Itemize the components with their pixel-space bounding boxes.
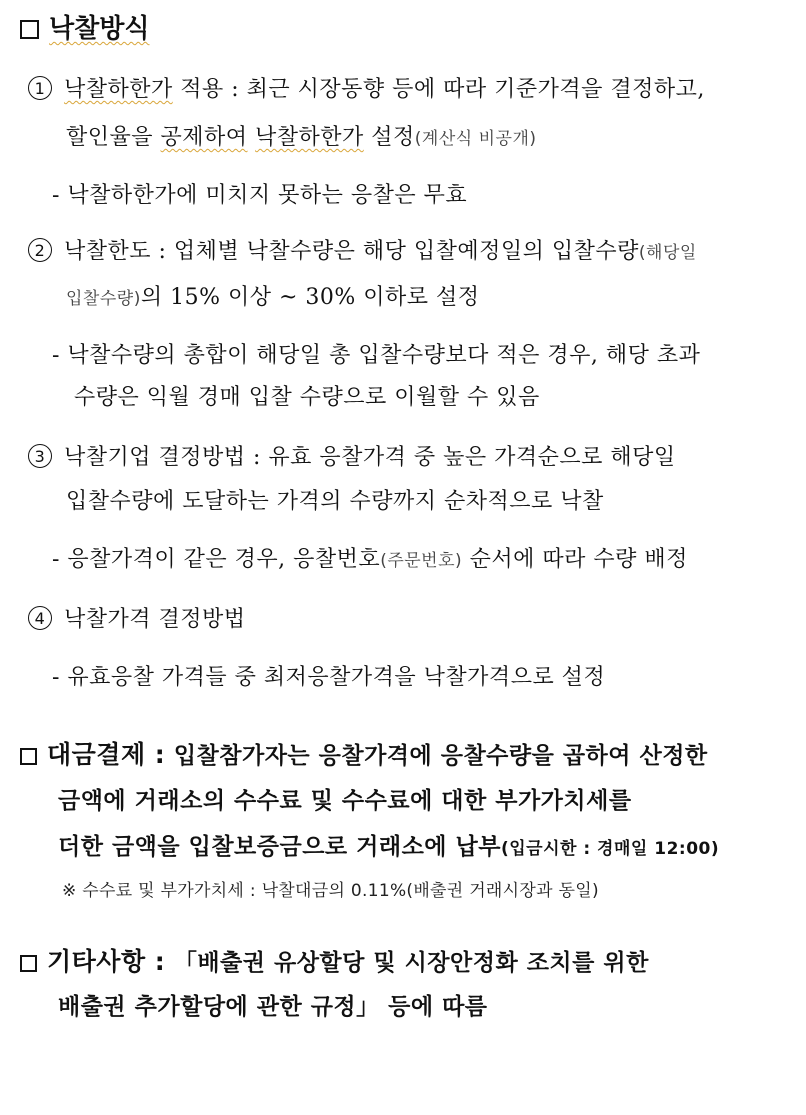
item-3-line-1 (28, 440, 676, 471)
item-number-1: 1 (28, 76, 52, 100)
item-2-note-b: 입찰수량) (66, 289, 141, 309)
bullet-2-line-2: 수량은 익월 경매 입찰 수량으로 이월할 수 있음 (74, 385, 540, 410)
section-heading (20, 8, 149, 45)
item-3-text: 낙찰기업 결정방법 : 유효 응찰가격 중 높은 가격순으로 해당일 (64, 445, 676, 470)
bullet-2-line-1: - 낙찰수량의 총합이 해당일 총 입찰수량보다 적은 경우, 해당 초과 (52, 343, 701, 368)
section-2-line-1 (20, 735, 708, 771)
bullet-3 (52, 542, 688, 573)
item-1-label: 낙찰하한가 (64, 77, 173, 102)
section-2-text-3: 더한 금액을 입찰보증금으로 거래소에 납부 (58, 833, 501, 860)
item-1-text-e: 설정 (363, 125, 415, 150)
section-2-footnote: ※ 수수료 및 부가가치세 : 낙찰대금의 0.11%(배출권 거래시장과 동일) (62, 881, 599, 901)
item-number-3: 3 (28, 444, 52, 468)
item-1-note: (계산식 비공개) (414, 129, 537, 149)
section-3-text-1: 「배출권 유상할당 및 시장안정화 조치를 위한 (173, 949, 649, 976)
checkbox-square-icon (20, 748, 37, 765)
bullet-3-note: (주문번호) (380, 551, 463, 571)
item-1-text-d: 낙찰하한가 (255, 125, 364, 150)
section-3-line-2: 배출권 추가할당에 관한 규정」 등에 따름 (58, 993, 488, 1020)
checkbox-square-icon (20, 955, 37, 972)
item-2-text-2: 의 15% 이상 ~ 30% 이하로 설정 (140, 285, 480, 310)
section-3-label: 기타사항 : (47, 947, 166, 976)
item-1-text-c (248, 125, 256, 150)
item-1-text-b: 공제하여 (160, 125, 248, 150)
section-2-line-3 (58, 828, 719, 861)
item-2-line-2 (66, 280, 480, 311)
section-2-line-2: 금액에 거래소의 수수료 및 수수료에 대한 부가가치세를 (58, 787, 632, 814)
section-title: 낙찰방식 (49, 14, 150, 44)
item-2-text: 낙찰한도 : 업체별 낙찰수량은 해당 입찰예정일의 입찰수량 (64, 239, 639, 264)
item-number-2: 2 (28, 238, 52, 262)
checkbox-square-icon (20, 20, 39, 39)
item-3-line-2: 입찰수량에 도달하는 가격의 수량까지 순차적으로 낙찰 (66, 489, 604, 514)
bullet-3-text-a: - 응찰가격이 같은 경우, 응찰번호 (52, 547, 381, 572)
bullet-1: - 낙찰하한가에 미치지 못하는 응찰은 무효 (52, 183, 468, 208)
item-2-line-1 (28, 234, 697, 265)
item-1-text: 적용 : 최근 시장동향 등에 따라 기준가격을 결정하고, (172, 77, 705, 102)
section-2-deadline-note: (입금시한 : 경매일 12:00) (500, 839, 720, 859)
item-number-4: 4 (28, 606, 52, 630)
item-1-line-1 (28, 72, 786, 103)
section-3-line-1 (20, 942, 649, 978)
item-2-note-a: (해당일 (638, 243, 697, 263)
bullet-3-text-b: 순서에 따라 수량 배정 (462, 547, 688, 572)
item-4-text: 낙찰가격 결정방법 (64, 607, 246, 632)
section-2-label: 대금결제 : (47, 740, 166, 769)
item-1-text-a: 할인율을 (66, 125, 161, 150)
item-4-line-1 (28, 602, 246, 633)
section-2-text-1: 입찰참가자는 응찰가격에 응찰수량을 곱하여 산정한 (173, 742, 708, 769)
bullet-4: - 유효응찰 가격들 중 최저응찰가격을 낙찰가격으로 설정 (52, 665, 606, 690)
item-1-line-2 (66, 120, 537, 151)
